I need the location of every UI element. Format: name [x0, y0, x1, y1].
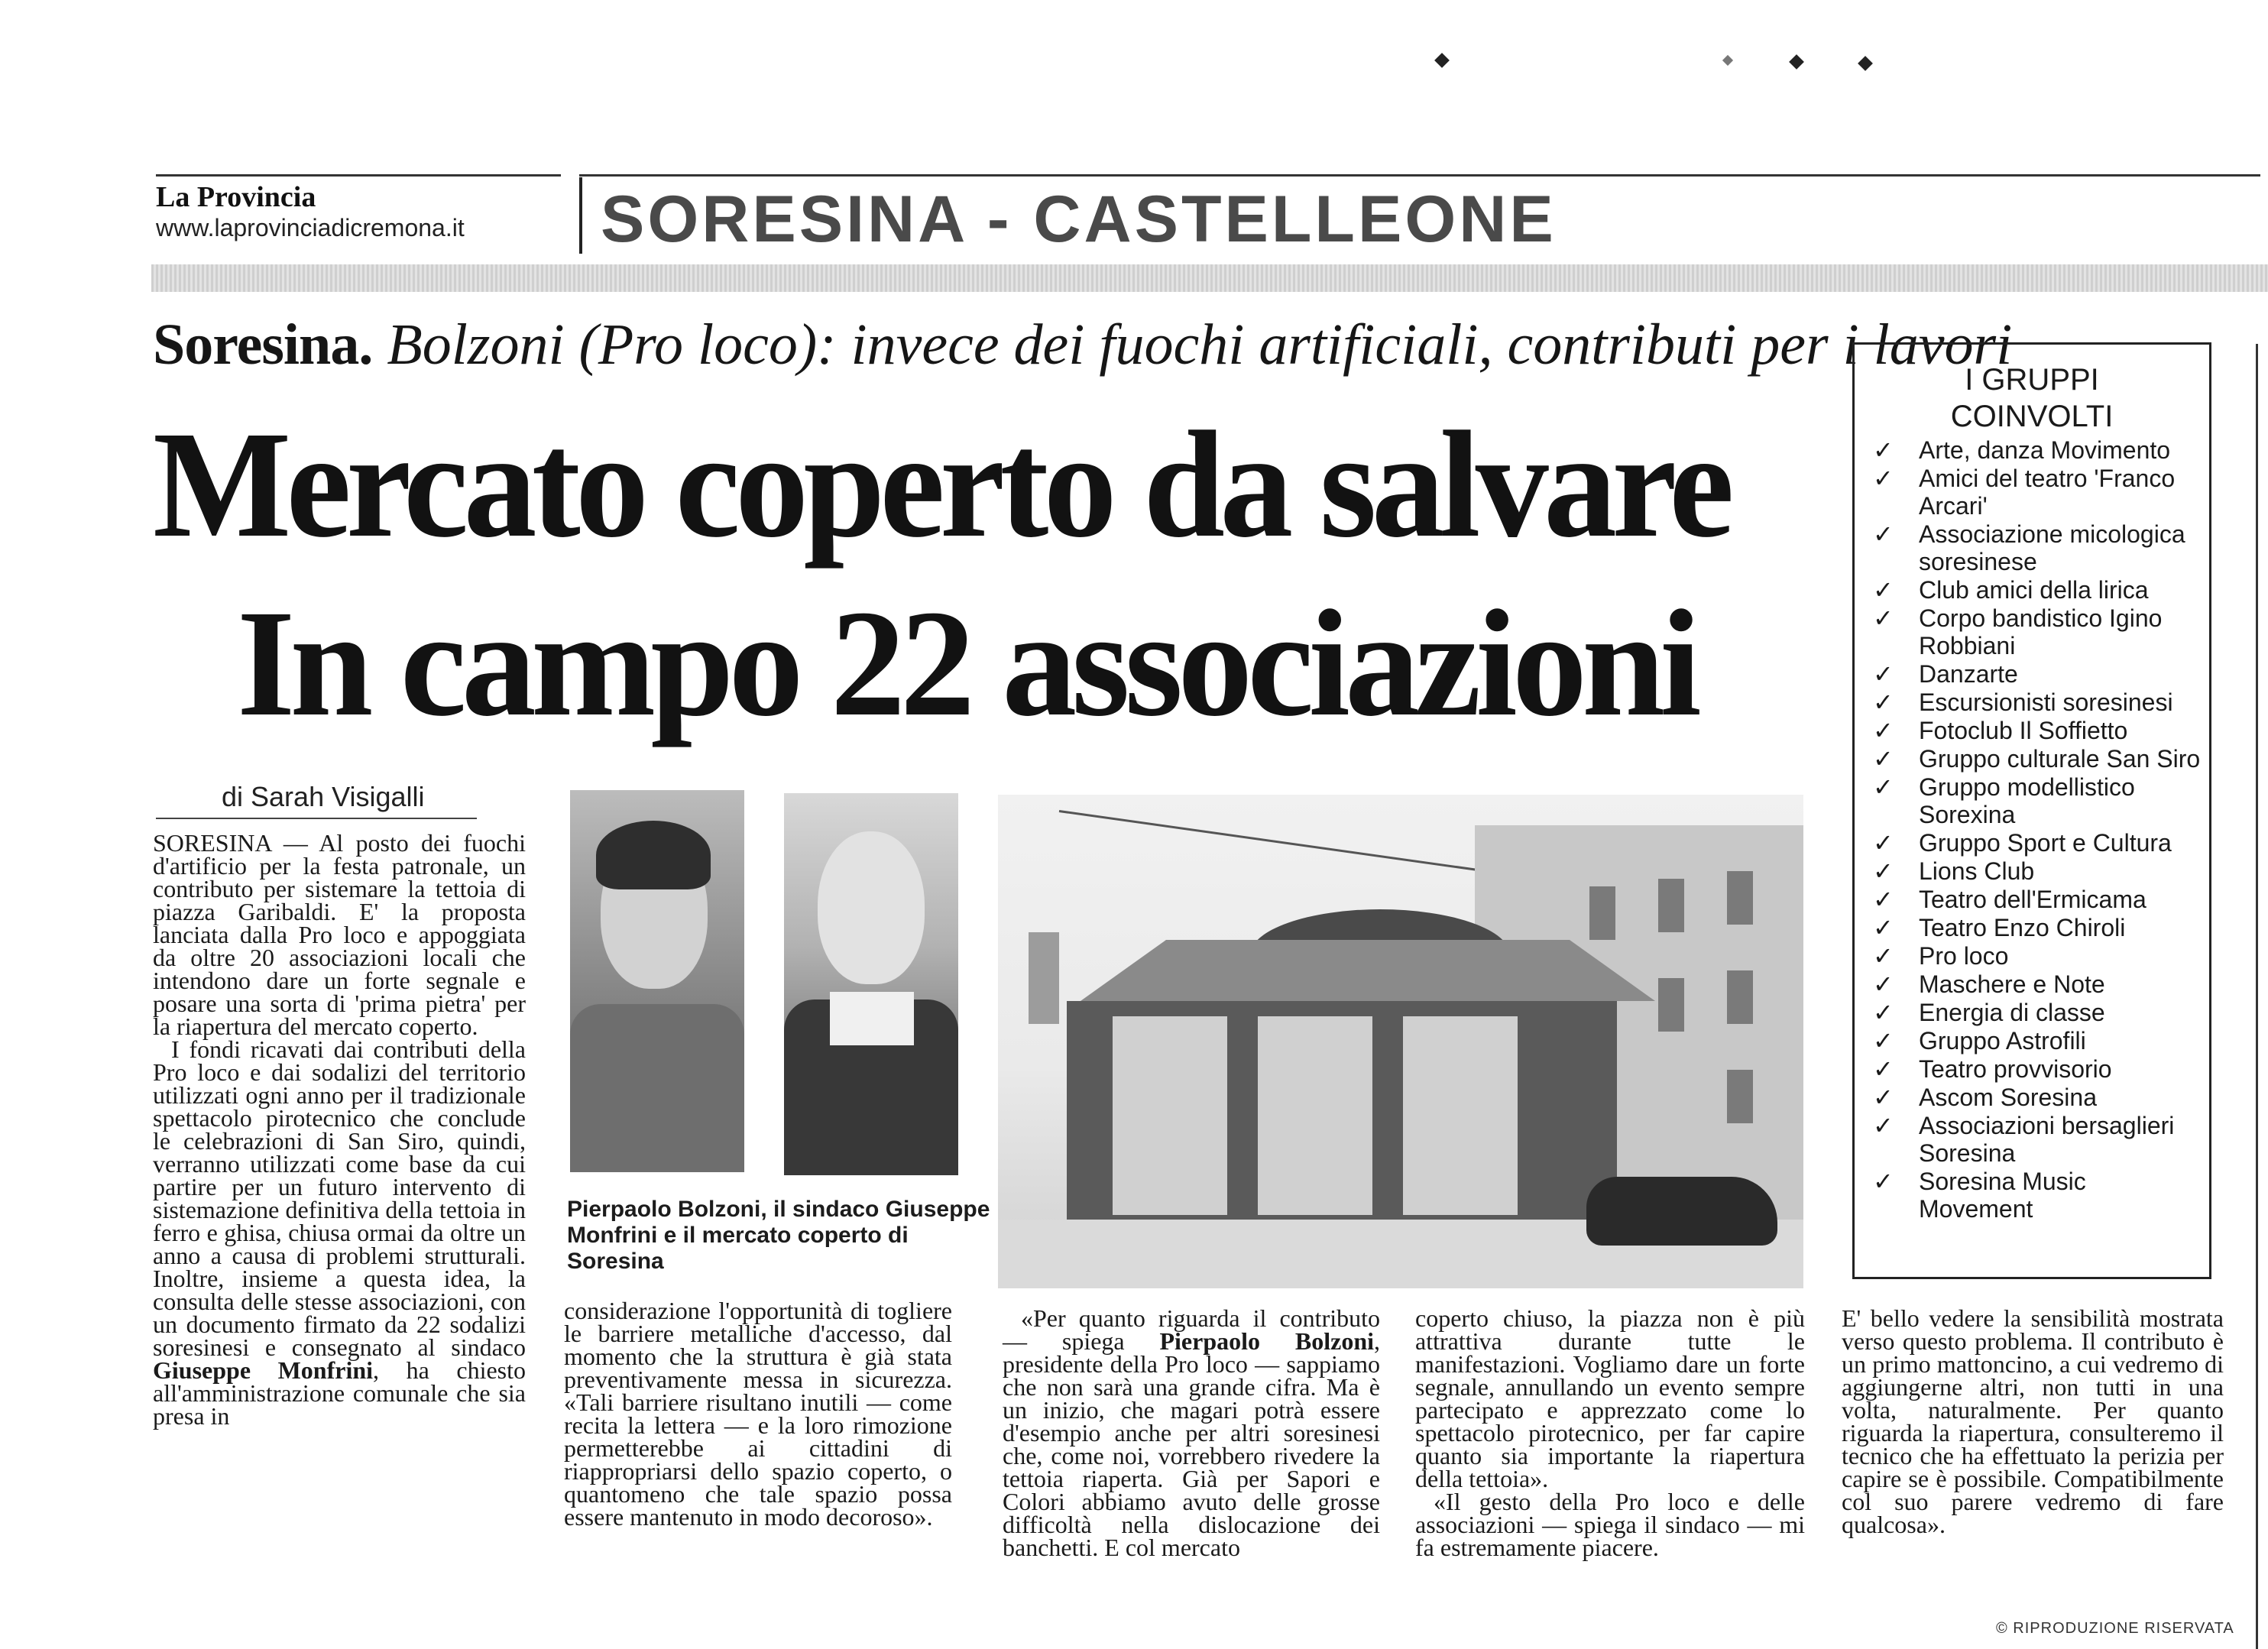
group-list-item — [1873, 1112, 2202, 1167]
group-list-item — [1873, 970, 2202, 998]
body-column-2 — [564, 1297, 952, 1531]
publication-name: La Provincia — [156, 181, 316, 213]
photo-shape — [1589, 886, 1615, 940]
groups-list — [1873, 436, 2202, 1223]
group-name: Danzarte — [1919, 660, 2018, 688]
checkmark-icon: ✓ — [1873, 1055, 1894, 1083]
group-name: Amici del teatro 'Franco Arcari' — [1919, 465, 2176, 520]
group-name: Fotoclub Il Soffietto — [1919, 717, 2128, 744]
group-list-item — [1873, 1027, 2202, 1055]
group-list-item — [1873, 436, 2202, 464]
body-column-4 — [1415, 1304, 1805, 1561]
group-list-item — [1873, 576, 2202, 604]
group-list-item — [1873, 660, 2202, 688]
body-paragraph: considerazione l'opportunità di togliere le barriere metalliche d'accesso, dal momento che la struttura è già stata preventivamente messa in sicurezza. «Tali barriere risultano inutili — come recita la lettera — e la loro rimozione permetterebbe ai cittadini di riappropriarsi dello spazio coperto, o quantomeno che tale spazio possa essere mantenuto in modo decoroso». — [564, 1297, 952, 1531]
scan-dot — [1789, 54, 1804, 70]
body-column-1 — [153, 829, 526, 1430]
group-list-item — [1873, 999, 2202, 1026]
group-name: Teatro Enzo Chiroli — [1919, 914, 2126, 941]
byline-rule — [156, 818, 477, 819]
byline: di Sarah Visigalli — [222, 781, 425, 812]
photo-shape — [1029, 932, 1059, 1024]
photo-shape — [1067, 1001, 1617, 1223]
body-column-3 — [1003, 1304, 1381, 1561]
group-list-item — [1873, 773, 2202, 828]
kicker-place: Soresina. — [153, 313, 373, 377]
headline-line-1: Mercato coperto da salvare — [153, 400, 1729, 569]
body-paragraph — [153, 1035, 526, 1430]
group-name: Soresina Music Movement — [1919, 1168, 2086, 1223]
group-name: Arte, danza Movimento — [1919, 436, 2171, 464]
publication-url: www.laprovinciadicremona.it — [156, 214, 465, 241]
checkmark-icon: ✓ — [1873, 688, 1894, 716]
group-name: Lions Club — [1919, 857, 2035, 885]
group-list-item — [1873, 465, 2202, 520]
photo-shape — [818, 831, 925, 984]
checkmark-icon: ✓ — [1873, 1168, 1894, 1195]
checkmark-icon: ✓ — [1873, 914, 1894, 941]
group-name: Teatro provvisorio — [1919, 1055, 2112, 1083]
photo-shape — [1727, 871, 1753, 925]
photo-giuseppe-monfrini — [784, 793, 958, 1175]
group-name: Energia di classe — [1919, 999, 2105, 1026]
body-column-5 — [1842, 1304, 2224, 1538]
masthead-rule — [579, 174, 2260, 177]
checkmark-icon: ✓ — [1873, 604, 1894, 632]
photo-shape — [1727, 1070, 1753, 1123]
group-name: Associazioni bersaglieri Soresina — [1919, 1112, 2175, 1167]
group-name: Escursionisti soresinesi — [1919, 688, 2173, 716]
group-name: Gruppo culturale San Siro — [1919, 745, 2201, 773]
body-paragraph: E' bello vedere la sensibilità mostrata verso questo problema. Il contributo è un primo mattoncino, a cui vedremo di aggiungerne altri, non tutti in una volta, naturalmente. Per quanto riguarda la riapertura, consulteremo il tecnico che ha effettuato la perizia per capire se è possibile. Compatibilmente col suo parere vedremo di fare qualcosa». — [1842, 1304, 2224, 1538]
checkmark-icon: ✓ — [1873, 857, 1894, 885]
checkmark-icon: ✓ — [1873, 773, 1894, 801]
copyright-notice: © RIPRODUZIONE RISERVATA — [1996, 1620, 2234, 1637]
photo-pierpaolo-bolzoni — [570, 790, 744, 1172]
body-paragraph — [1003, 1304, 1381, 1561]
photo-shape — [1403, 1016, 1518, 1215]
photo-shape — [596, 821, 711, 889]
body-text: «Per quanto riguarda il contributo — spiega — [1003, 1304, 1380, 1355]
group-name: Teatro dell'Ermicama — [1919, 886, 2146, 913]
checkmark-icon: ✓ — [1873, 829, 1894, 857]
scan-dot — [1722, 55, 1733, 66]
group-name: Associazione micologica soresinese — [1919, 520, 2185, 575]
checkmark-icon: ✓ — [1873, 1112, 1894, 1139]
group-list-item — [1873, 857, 2202, 885]
section-title: SORESINA - CASTELLEONE — [601, 183, 1557, 256]
group-list-item — [1873, 914, 2202, 941]
group-name: Gruppo Sport e Cultura — [1919, 829, 2172, 857]
group-list-item — [1873, 886, 2202, 913]
sidebar-title-line: COINVOLTI — [1950, 400, 2114, 433]
body-paragraph: «Il gesto della Pro loco e delle associazioni — spiega il sindaco — mi fa estremamente piacere. — [1415, 1488, 1805, 1561]
section-divider — [579, 177, 582, 254]
body-paragraph: coperto chiuso, la piazza non è più attrattiva durante tutte le manifestazioni. Vogliamo dare un forte segnale, annullando un evento sempre partecipato e apprezzato come lo spettacolo pirotecnico, per far capire quanto sia importante la riapertura della tettoia». — [1415, 1304, 1805, 1492]
photo-shape — [1044, 940, 1655, 1001]
sidebar-title — [1855, 361, 2209, 435]
headline-line-2: In campo 22 associazioni — [237, 579, 1696, 748]
group-name: Maschere e Note — [1919, 970, 2105, 998]
checkmark-icon: ✓ — [1873, 520, 1894, 548]
checkmark-icon: ✓ — [1873, 942, 1894, 970]
sidebar-title-line: I GRUPPI — [1965, 363, 2099, 397]
group-list-item — [1873, 1168, 2202, 1223]
body-paragraph: SORESINA — Al posto dei fuochi d'artificio per la festa patronale, un contributo per sistemare la tettoia di piazza Garibaldi. E' la proposta lanciata dalla Pro loco e appoggiata da oltre 20 associazioni locali che intendono dare un forte segnale e posare una sorta di 'prima pietra' per la riapertura del mercato coperto. — [153, 829, 526, 1040]
group-name: Gruppo modellistico Sorexina — [1919, 773, 2135, 828]
checkmark-icon: ✓ — [1873, 576, 1894, 604]
header-band — [151, 264, 2268, 292]
masthead-rule — [156, 174, 561, 177]
person-name: Giuseppe Monfrini — [153, 1356, 374, 1384]
group-list-item — [1873, 829, 2202, 857]
photo-covered-market — [998, 795, 1803, 1288]
checkmark-icon: ✓ — [1873, 436, 1894, 464]
body-text: I fondi ricavati dai contributi della Pro loco e dai sodalizi del territorio utilizzati ogni anno per il tradizionale spettacolo pirotecnico che conclude le celebrazioni di San Siro, quindi, verranno utilizzati come base da cui partire per un futuro intervento di sistemazione definitiva della tettoia in ferro e ghisa, chiusa ormai da oltre un anno a causa di problemi strutturali. Inoltre, insieme a questa idea, la consulta delle stesse associazioni, con un documento firmato da 22 sodalizi soresinesi e consegnato al sindaco — [153, 1035, 526, 1361]
group-name: Gruppo Astrofili — [1919, 1027, 2086, 1055]
group-list-item — [1873, 717, 2202, 744]
group-list-item — [1873, 1055, 2202, 1083]
group-list-item — [1873, 604, 2202, 659]
checkmark-icon: ✓ — [1873, 970, 1894, 998]
kicker — [153, 312, 2012, 378]
group-name: Pro loco — [1919, 942, 2009, 970]
group-list-item — [1873, 745, 2202, 773]
body-text: , ha chiesto all'amministrazione comunale che sia presa in — [153, 1356, 526, 1430]
checkmark-icon: ✓ — [1873, 660, 1894, 688]
photo-shape — [1658, 978, 1684, 1032]
group-list-item — [1873, 942, 2202, 970]
groups-sidebar — [1852, 342, 2211, 1279]
checkmark-icon: ✓ — [1873, 1084, 1894, 1111]
body-text: , presidente della Pro loco — sappiamo che non sarà una grande cifra. Ma è un inizio, che magari potrà essere d'esempio anche per altri soresinesi che, come noi, vorrebbero rivedere la tettoia riaperta. Già per Sapori e Colori abbiamo avuto delle grosse difficoltà nella dislocazione dei banchetti. E col mercato — [1003, 1327, 1381, 1561]
group-name: Corpo bandistico Igino Robbiani — [1919, 604, 2163, 659]
checkmark-icon: ✓ — [1873, 1027, 1894, 1055]
photo-caption: Pierpaolo Bolzoni, il sindaco Giuseppe Monfrini e il mercato coperto di Soresina — [567, 1197, 990, 1274]
photo-shape — [1586, 1177, 1777, 1246]
group-list-item — [1873, 1084, 2202, 1111]
photo-shape — [830, 992, 914, 1045]
scan-dot — [1858, 56, 1873, 71]
scan-dot — [1434, 53, 1450, 68]
group-name: Ascom Soresina — [1919, 1084, 2097, 1111]
person-name: Pierpaolo Bolzoni — [1159, 1327, 1375, 1355]
photo-shape — [1658, 879, 1684, 932]
group-list-item — [1873, 520, 2202, 575]
photo-shape — [1258, 1016, 1372, 1215]
checkmark-icon: ✓ — [1873, 465, 1894, 492]
page-edge-line — [2256, 344, 2258, 1649]
group-list-item — [1873, 688, 2202, 716]
checkmark-icon: ✓ — [1873, 999, 1894, 1026]
checkmark-icon: ✓ — [1873, 745, 1894, 773]
checkmark-icon: ✓ — [1873, 717, 1894, 744]
photo-shape — [570, 1004, 744, 1172]
checkmark-icon: ✓ — [1873, 886, 1894, 913]
photo-shape — [1113, 1016, 1227, 1215]
kicker-text: Bolzoni (Pro loco): invece dei fuochi artificiali, contributi per i lavori — [387, 313, 2013, 377]
photo-shape — [1727, 970, 1753, 1024]
group-name: Club amici della lirica — [1919, 576, 2149, 604]
